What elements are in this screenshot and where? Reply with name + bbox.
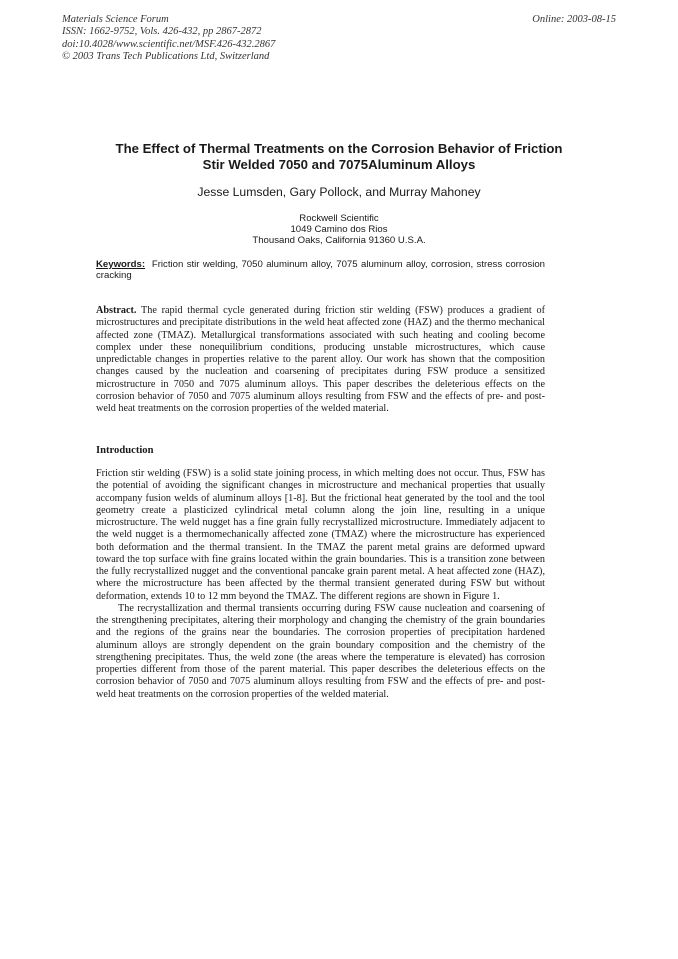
abstract	[96, 305, 545, 415]
affiliation-org: Rockwell Scientific	[299, 213, 379, 224]
introduction-body	[96, 468, 545, 701]
issn-line: ISSN: 1662-9752, Vols. 426-432, pp 2867-2872	[62, 26, 262, 38]
affiliation	[80, 213, 598, 247]
online-date: Online: 2003-08-15	[532, 14, 616, 25]
abstract-text: The rapid thermal cycle generated during friction stir welding (FSW) produces a gradient of microstructures and precipitate distributions in the weld heat affected zone (HAZ) and the thermo mechanical affected zone (TMAZ). Metallurgical transformations associated with such heating and cooling become complex under these nonequilibrium conditions, producing unstable microstructures, which cause unpredictable changes in properties relative to the parent alloy. Our work has shown that the composition changes caused by the nucleation and coarsening of precipitates during FSW produce a sensitized microstructure in 7050 and 7075 aluminum alloys. This paper describes the deleterious effects on the corrosion behavior of 7050 and 7075 aluminum alloys resulting from FSW and the effects of pre- and post- weld heat treatments on the corrosion properties of the welded material.	[96, 305, 545, 414]
copyright-line: © 2003 Trans Tech Publications Ltd, Switzerland	[62, 50, 270, 62]
introduction-heading: Introduction	[96, 445, 154, 456]
intro-paragraph-2: The recrystallization and thermal transients occurring during FSW cause nucleation and coarsening of the strengthening precipitates, altering their morphology and changing the chemistry of the grain boundaries and the regions of the grains near the boundaries. The corrosion properties of precipitation hardened aluminum alloys are strongly dependent on the grain boundary composition and the chemistry of the strengthening precipitates. Thus, the weld zone (the areas where the temperature is elevated) has corrosion properties different from those of the parent material. This paper describes the deleterious effects on the corrosion behavior of 7050 and 7075 aluminum alloys resulting from FSW and the effects of pre- and post- weld heat treatments on the corrosion properties of the welded material.	[96, 602, 545, 700]
journal-info	[62, 14, 275, 63]
affiliation-city: Thousand Oaks, California 91360 U.S.A.	[252, 235, 426, 247]
keywords-block	[96, 259, 545, 282]
intro-paragraph-1: Friction stir welding (FSW) is a solid state joining process, in which melting does not occur. Thus, FSW has the potential of avoiding the significant changes in microstructure and mechanical properties that usually accompany fusion welds of aluminum alloys [1-8]. But the frictional heat generated by the tool and the tool geometry create a plasticized cylindrical metal column along the join line, resulting in a unique microstructure. The weld nugget has a fine grain fully recrystallized microstructure. Immediately adjacent to the weld nugget is a thermomechanically affected zone (TMAZ) where the microstructure has experienced both deformation and the thermal transient. In the TMAZ the parent metal grains are deformed upward toward the top surface with fine grains located within the grain boundaries. This is a transition zone between the fully recrystallized nugget and the conventional pancake grain parent metal. A heat affected zone (HAZ), where the microstructure has been affected by the thermal transient generated during FSW but without deformation, extends 10 to 12 mm beyond the TMAZ. The different regions are shown in Figure 1.	[96, 468, 545, 602]
keywords-label: Keywords:	[96, 259, 146, 270]
title-line-2: Stir Welded 7050 and 7075Aluminum Alloys	[202, 157, 476, 172]
affiliation-street: 1049 Camino dos Rios	[290, 224, 388, 236]
author-list: Jesse Lumsden, Gary Pollock, and Murray Mahoney	[197, 185, 481, 199]
journal-name: Materials Science Forum	[62, 14, 169, 25]
keywords-text: Friction stir welding, 7050 aluminum alloy, 7075 aluminum alloy, corrosion, stress corrosion cracking	[96, 259, 545, 282]
paper-title	[80, 141, 598, 173]
doi-line: doi:10.4028/www.scientific.net/MSF.426-432.2867	[62, 38, 276, 50]
title-line-1: The Effect of Thermal Treatments on the Corrosion Behavior of Friction	[115, 141, 563, 156]
abstract-label: Abstract.	[96, 305, 137, 316]
